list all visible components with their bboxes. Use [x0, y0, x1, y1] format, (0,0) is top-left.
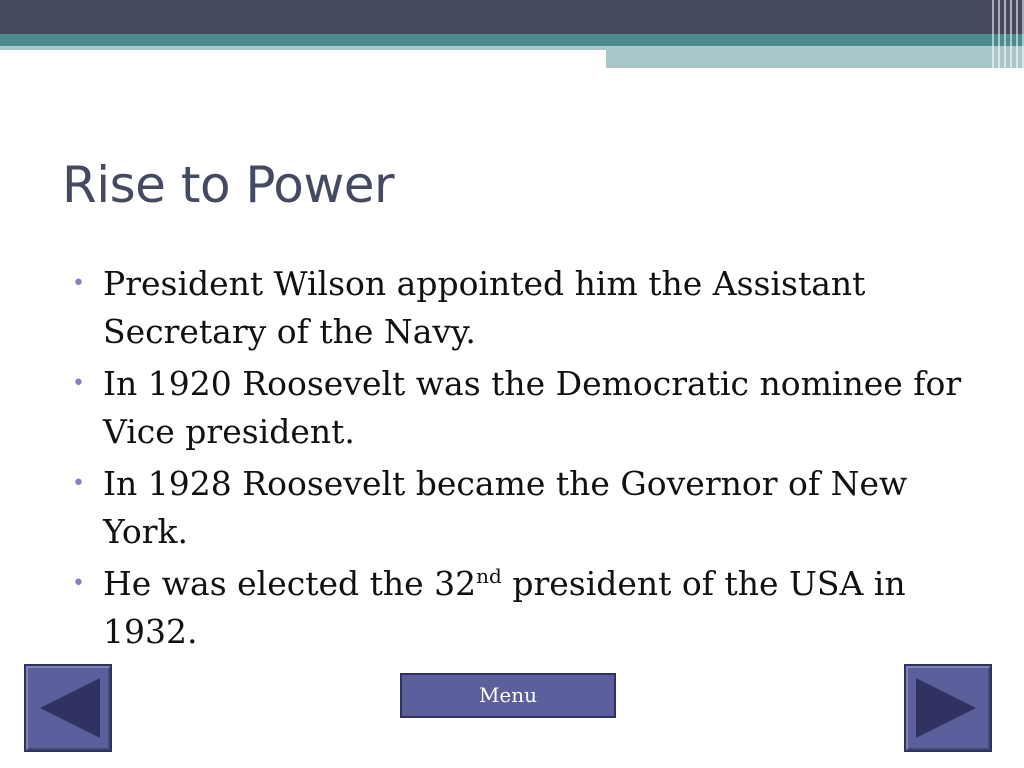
- bullet-marker: •: [72, 271, 85, 296]
- bullet-item: [72, 460, 972, 556]
- next-slide-button[interactable]: [904, 664, 992, 752]
- bullet-item: [72, 260, 972, 356]
- bullet-marker: •: [72, 571, 85, 596]
- menu-button[interactable]: Menu: [400, 673, 616, 718]
- header-dark-bar: [0, 0, 1024, 34]
- slide-title: Rise to Power: [62, 156, 395, 214]
- header-light-bar-right: [606, 46, 1024, 68]
- previous-slide-button[interactable]: [24, 664, 112, 752]
- bullet-text: President Wilson appointed him the Assistant Secretary of the Navy.: [103, 264, 866, 351]
- bullet-list: [72, 260, 972, 660]
- bullet-marker: •: [72, 471, 85, 496]
- bullet-item: [72, 560, 972, 656]
- right-triangle-icon: [906, 666, 990, 750]
- bullet-text-start: He was elected the 32: [103, 564, 477, 603]
- header-stripes: [992, 0, 1024, 68]
- bullet-item: [72, 360, 972, 456]
- bullet-text-end: president of the USA in 1932.: [103, 564, 906, 651]
- header-teal-bar: [0, 34, 1024, 46]
- ordinal-superscript: nd: [476, 564, 502, 588]
- bullet-text: In 1920 Roosevelt was the Democratic nominee for Vice president.: [103, 364, 962, 451]
- bullet-marker: •: [72, 371, 85, 396]
- bullet-text: In 1928 Roosevelt became the Governor of New York.: [103, 464, 908, 551]
- header-light-bar-left: [0, 46, 606, 50]
- left-triangle-icon: [26, 666, 110, 750]
